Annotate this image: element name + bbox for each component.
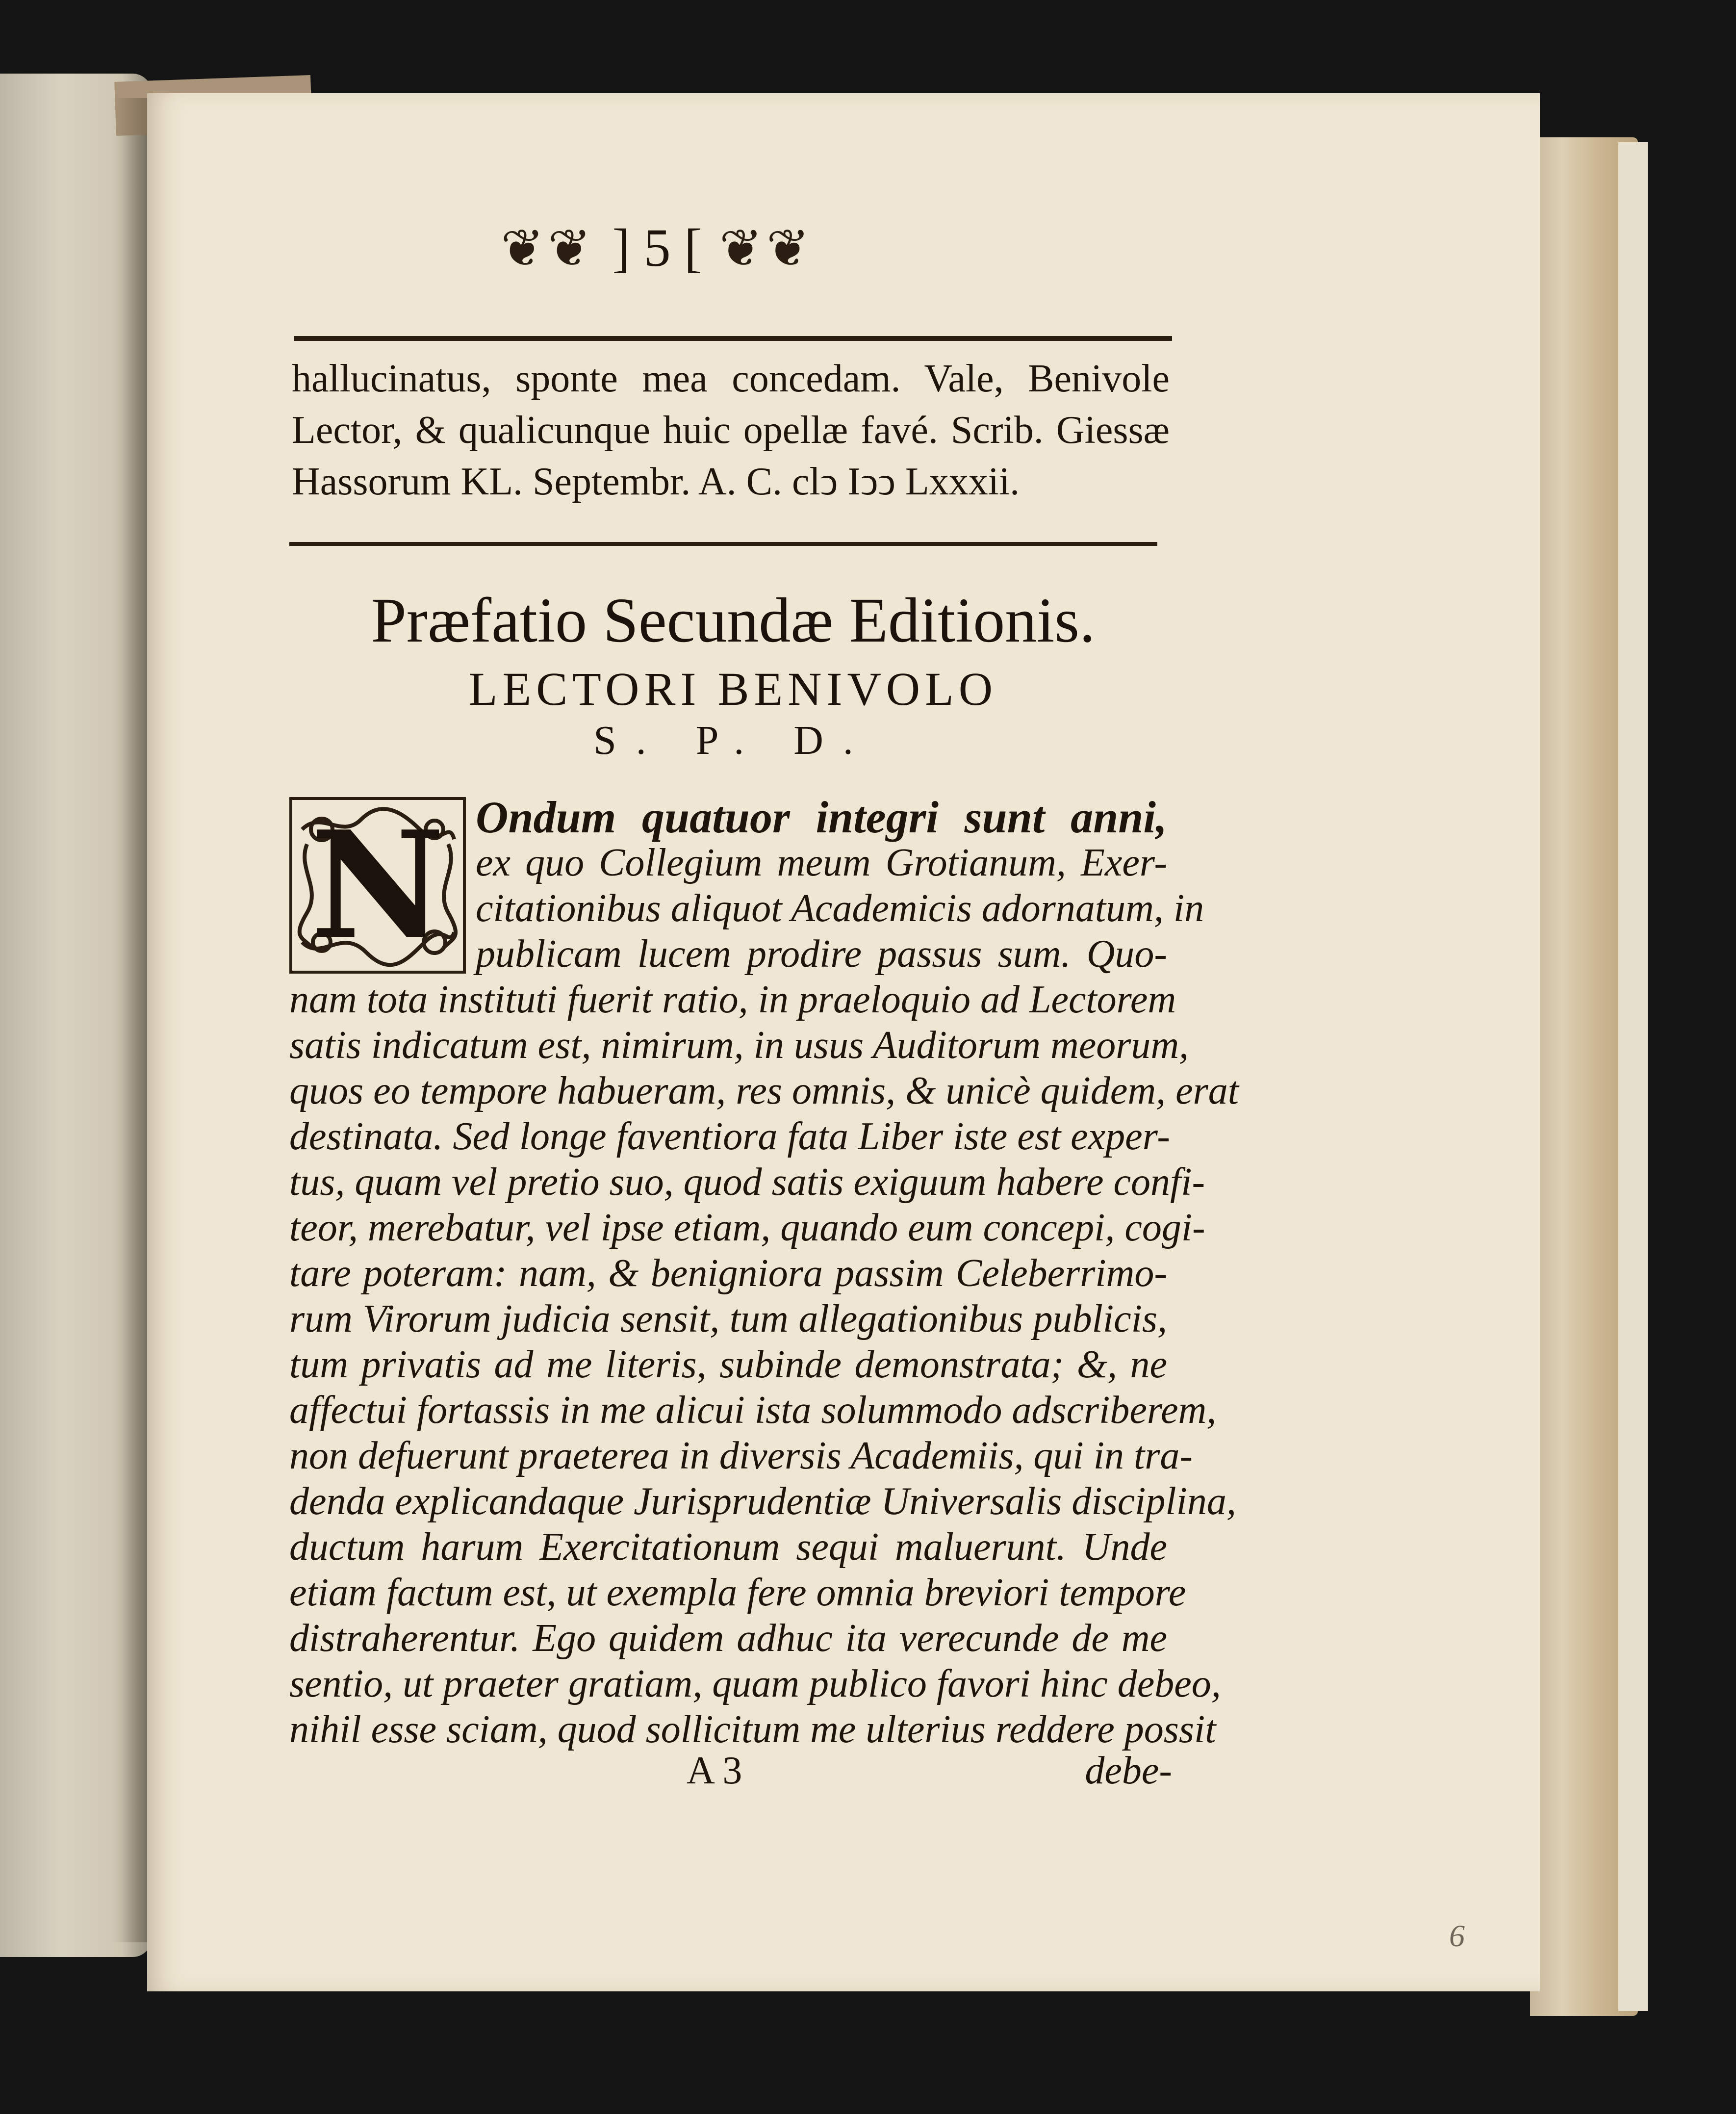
text-line: citationibus aliquot Academicis adornatum, in (476, 887, 1204, 930)
fleuron-ornament-icon: ❦❦ (501, 218, 595, 278)
header-rule (294, 336, 1172, 341)
text-line: distraherentur. Ego quidem adhuc ita verecunde de me (289, 1617, 1167, 1660)
text-line: destinata. Sed longe faventiora fata Liber iste est exper- (289, 1115, 1170, 1158)
section-divider-rule (289, 542, 1157, 546)
running-head (147, 206, 1167, 289)
text-line: affectui fortassis in me alicui ista solummodo adscriberem, (289, 1389, 1217, 1432)
text-line: publicam lucem prodire passus sum. Quo- (476, 932, 1167, 976)
page-subtitle: LECTORI BENIVOLO (468, 663, 998, 715)
text-line: etiam factum est, ut exempla fere omnia breviori tempore (289, 1571, 1186, 1614)
pencil-folio-number: 6 (1449, 1918, 1465, 1953)
text-line: nihil esse sciam, quod sollicitum me ulterius reddere possit (289, 1708, 1216, 1751)
text-line: rum Virorum judicia sensit, tum allegationibus publicis, (289, 1297, 1167, 1341)
text-line: ductum harum Exercitationum sequi maluerunt. Unde (289, 1525, 1167, 1569)
text-line: tare poteram: nam, & benigniora passim Celeberrimo- (289, 1252, 1167, 1295)
cover-edge (1618, 142, 1648, 2011)
page-title: Præfatio Secundæ Editionis. (371, 585, 1096, 656)
text-line: teor, merebatur, vel ipse etiam, quando eum concepi, cogi- (289, 1206, 1205, 1249)
text-line: quos eo tempore habueram, res omnis, & unicè quidem, erat (289, 1069, 1239, 1112)
text-line: Hassorum KL. Septembr. A. C. clↄ Iↄↄ Lxxxii. (292, 460, 1020, 503)
text-line: Ondum quatuor integri sunt anni, (476, 792, 1167, 842)
drop-cap-letter: N (310, 799, 445, 972)
text-line: ex quo Collegium meum Grotianum, Exer- (476, 841, 1167, 884)
decorated-initial (289, 797, 466, 974)
text-line: sentio, ut praeter gratiam, quam publico favori hinc debeo, (289, 1662, 1221, 1705)
text-line: non defuerunt praeterea in diversis Academiis, qui in tra- (289, 1434, 1193, 1477)
text-line: Lector, & qualicunque huic opellæ favé. Scrib. Giessæ (292, 409, 1170, 452)
signature-mark: A 3 (687, 1749, 742, 1792)
page-number: ] 5 [ (612, 218, 702, 278)
text-line: nam tota instituti fuerit ratio, in praeloquio ad Lectorem (289, 978, 1176, 1021)
text-line: satis indicatum est, nimirum, in usus Auditorum meorum, (289, 1024, 1189, 1067)
text-line: tum privatis ad me literis, subinde demonstrata; &, ne (289, 1343, 1167, 1386)
previous-preface-ending (292, 353, 1170, 508)
text-line: denda explicandaque Jurisprudentiæ Universalis disciplina, (289, 1480, 1236, 1523)
catchword: debe- (1085, 1749, 1172, 1792)
text-line: hallucinatus, sponte mea concedam. Vale, Benivole (292, 357, 1170, 400)
salutation: S. P. D. (593, 718, 873, 763)
text-line: tus, quam vel pretio suo, quod satis exiguum habere confi- (289, 1160, 1205, 1204)
fleuron-ornament-icon: ❦❦ (719, 218, 814, 278)
